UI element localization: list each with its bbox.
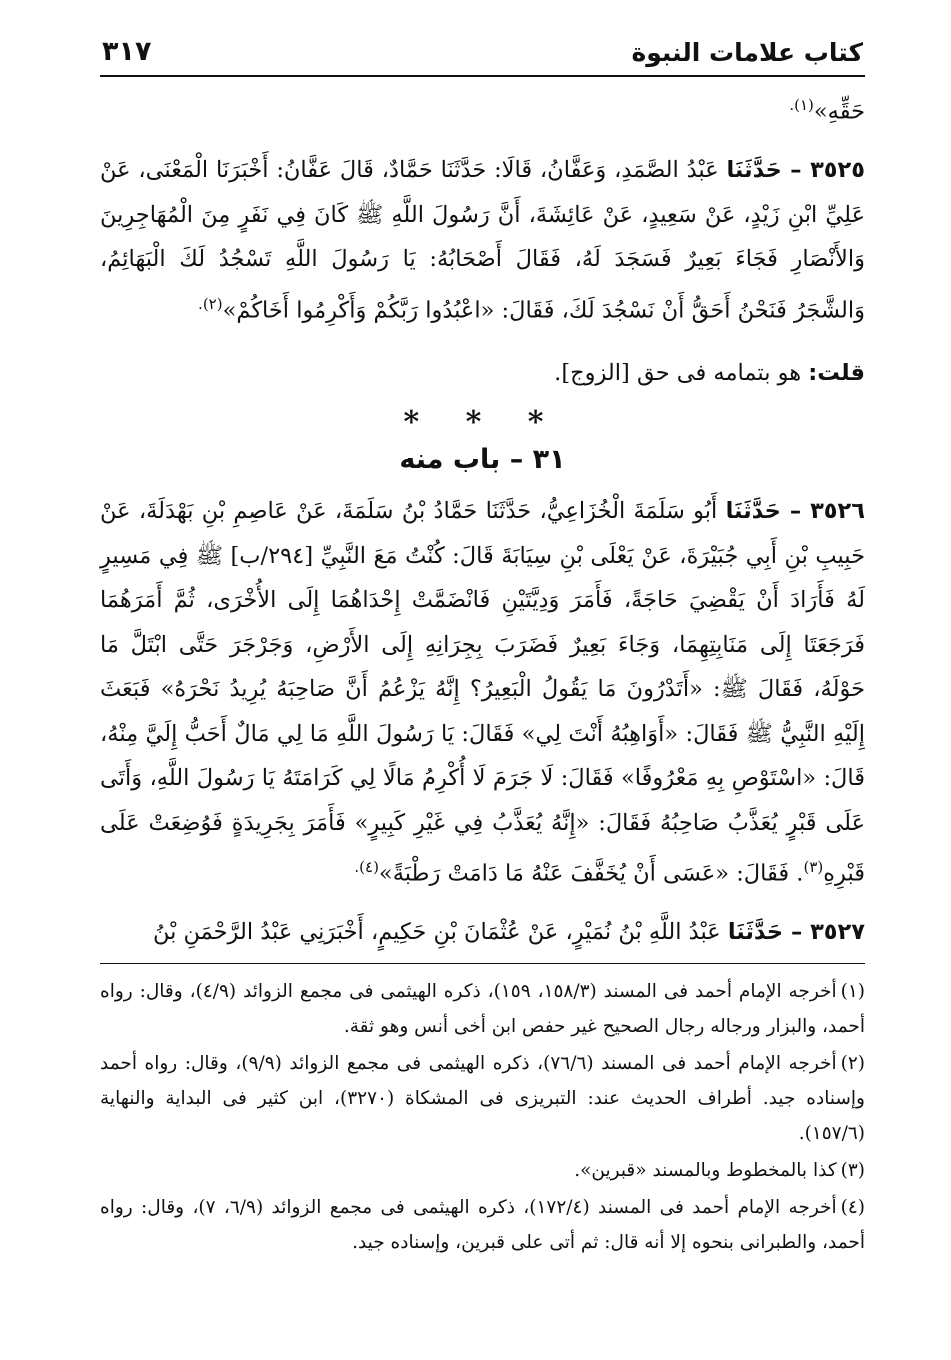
footnote-number: (٤) bbox=[840, 1196, 865, 1218]
footnote-number: (٢) bbox=[840, 1052, 866, 1074]
continuation-text: حَقِّهِ» bbox=[813, 98, 865, 125]
footnote bbox=[100, 1190, 865, 1260]
footnote bbox=[100, 1153, 865, 1188]
footnote-ref: (٣) bbox=[803, 858, 824, 876]
editor-note bbox=[100, 351, 865, 396]
footnote bbox=[100, 1046, 865, 1151]
hadith-text: أَبُو سَلَمَةَ الْخُزَاعِيُّ، حَدَّثَنَا حَمَّادُ بْنُ سَلَمَةَ، عَنْ عَاصِمِ بْنِ بَهْدَلَةَ، عَنْ حَبِيبِ بْنِ أَبِي جُبَيْرَةَ، عَنْ يَعْلَى بْنِ سِيَابَةَ قَالَ: كُنْتُ مَعَ النَّبِيِّ [٢٩٤/ب] ﷺ فِي مَسِيرٍ لَهُ فَأَرَادَ أَنْ يَقْضِيَ حَاجَةً، فَأَمَرَ وَدِيَّتَيْنِ فَانْضَمَّتْ إِحْدَاهُمَا إِلَى الأُخْرَى، ثُمَّ أَمَرَهُمَا فَرَجَعَتَا إِلَى مَنَابِتِهِمَا، وَجَاءَ بَعِيرٌ فَضَرَبَ بِجِرَانِهِ إِلَى الأَرْضِ، وَجَرْجَرَ حَتَّى ابْتَلَّ مَا حَوْلَهُ، فَقَالَ ﷺ: «أَتَدْرُونَ مَا يَقُولُ الْبَعِيرُ؟ إِنَّهُ يَزْعُمُ أَنَّ صَاحِبَهُ يُرِيدُ نَحْرَهُ» فَبَعَثَ إِلَيْهِ النَّبِيُّ ﷺ فَقَالَ: «أَوَاهِبُهُ أَنْتَ لِي» فَقَالَ: يَا رَسُولَ اللَّهِ مَا لِي مَالٌ أَحَبُّ إِلَيَّ مِنْهُ، قَالَ: «اسْتَوْصِ بِهِ مَعْرُوفًا» فَقَالَ: لَا جَرَمَ لَا أُكْرِمُ مَالًا لِي كَرَامَتَهُ يَا رَسُولَ اللَّهِ، وَأَتَى عَلَى قَبْرٍ يُعَذَّبُ صَاحِبُهُ فَقَالَ: «إِنَّهُ يُعَذَّبُ فِي غَيْرِ كَبِيرٍ» فَأَمَرَ بِجَرِيدَةٍ فَوُضِعَتْ عَلَى قَبْرِهِ bbox=[100, 498, 865, 887]
hadith-3527 bbox=[100, 910, 865, 955]
hadith-number: ٣٥٢٦ – حَدَّثَنَا bbox=[725, 498, 865, 524]
footnote-ref: (٢). bbox=[198, 294, 223, 313]
page-header bbox=[100, 36, 865, 77]
footnotes-section bbox=[100, 963, 865, 1260]
hadith-3526 bbox=[100, 489, 865, 896]
footnote-text: أخرجه الإمام أحمد فى المسند (٧٦/٦)، ذكره الهيثمى فى مجمع الزوائد (٩/٩)، وقال: رواه أحمد وإسناده جيد. أطراف الحديث عند: التبريزى فى المشكاة (٣٢٧٠)، ابن كثير فى البداية والنهاية (١٥٧/٦). bbox=[100, 1052, 865, 1144]
hadith-text-end: . فَقَالَ: «عَسَى أَنْ يُخَفَّفَ عَنْهُ مَا دَامَتْ رَطْبَةً» bbox=[378, 860, 804, 887]
footnote-number: (١) bbox=[840, 980, 866, 1002]
hadith-text: عَبْدُ اللَّهِ بْنُ نُمَيْرٍ، عَنْ عُثْمَانَ بْنِ حَكِيمٍ، أَخْبَرَنِي عَبْدُ الرَّحْمَنِ بْنُ bbox=[152, 919, 728, 945]
hadith-text: عَبْدُ الصَّمَدِ، وَعَفَّانُ، قَالَا: حَدَّثَنَا حَمَّادٌ، قَالَ عَفَّانُ: أَخْبَرَنَا الْمَعْنَى، عَنْ عَلِيِّ ابْنِ زَيْدٍ، عَنْ سَعِيدٍ، عَنْ عَائِشَةَ، أَنَّ رَسُولَ اللَّهِ ﷺ كَانَ فِي نَفَرٍ مِنَ الْمُهَاجِرِينَ وَالأَنْصَارِ فَجَاءَ بَعِيرٌ فَسَجَدَ لَهُ، فَقَالَ أَصْحَابُهُ: يَا رَسُولَ اللَّهِ تَسْجُدُ لَكَ الْبَهَائِمُ، وَالشَّجَرُ فَنَحْنُ أَحَقُّ أَنْ نَسْجُدَ لَكَ، فَقَالَ: «اعْبُدُوا رَبَّكُمْ وَأَكْرِمُوا أَخَاكُمْ» bbox=[100, 157, 865, 323]
footnote-ref: (٤). bbox=[354, 858, 379, 876]
page-number: ٣١٧ bbox=[102, 36, 152, 67]
footnote-ref: (١). bbox=[789, 96, 814, 114]
hadith-3525 bbox=[100, 148, 865, 333]
note-text: هو بتمامه فى حق [الزوج]. bbox=[554, 359, 809, 386]
continuation-line bbox=[100, 83, 865, 134]
hadith-number: ٣٥٢٧ – حَدَّثَنَا bbox=[727, 919, 865, 945]
running-title: كتاب علامات النبوة bbox=[631, 38, 863, 67]
footnote-text: كذا بالمخطوط وبالمسند «قبرين». bbox=[574, 1159, 837, 1181]
footnote-text: أخرجه الإمام أحمد فى المسند (١٧٢/٤)، ذكره الهيثمى فى مجمع الزوائد (٦/٩، ٧)، وقال: رواه أحمد، والطبرانى بنحوه إلا أنه قال: ثم أتى على قبرين، وإسناده جيد. bbox=[100, 1196, 865, 1253]
note-label: قلت: bbox=[808, 359, 865, 386]
section-separator: * * * bbox=[403, 405, 562, 440]
footnote bbox=[100, 974, 865, 1044]
chapter-heading: ٣١ – باب منه bbox=[399, 444, 566, 475]
hadith-number: ٣٥٢٥ – حَدَّثَنَا bbox=[726, 157, 866, 183]
footnote-number: (٣) bbox=[840, 1159, 865, 1181]
footnote-text: أخرجه الإمام أحمد فى المسند (١٥٨/٣، ١٥٩)، ذكره الهيثمى فى مجمع الزوائد (٤/٩)، وقال: رواه أحمد، والبزار ورجاله رجال الصحيح غير حفص ابن أخى أنس وهو ثقة. bbox=[100, 980, 865, 1037]
